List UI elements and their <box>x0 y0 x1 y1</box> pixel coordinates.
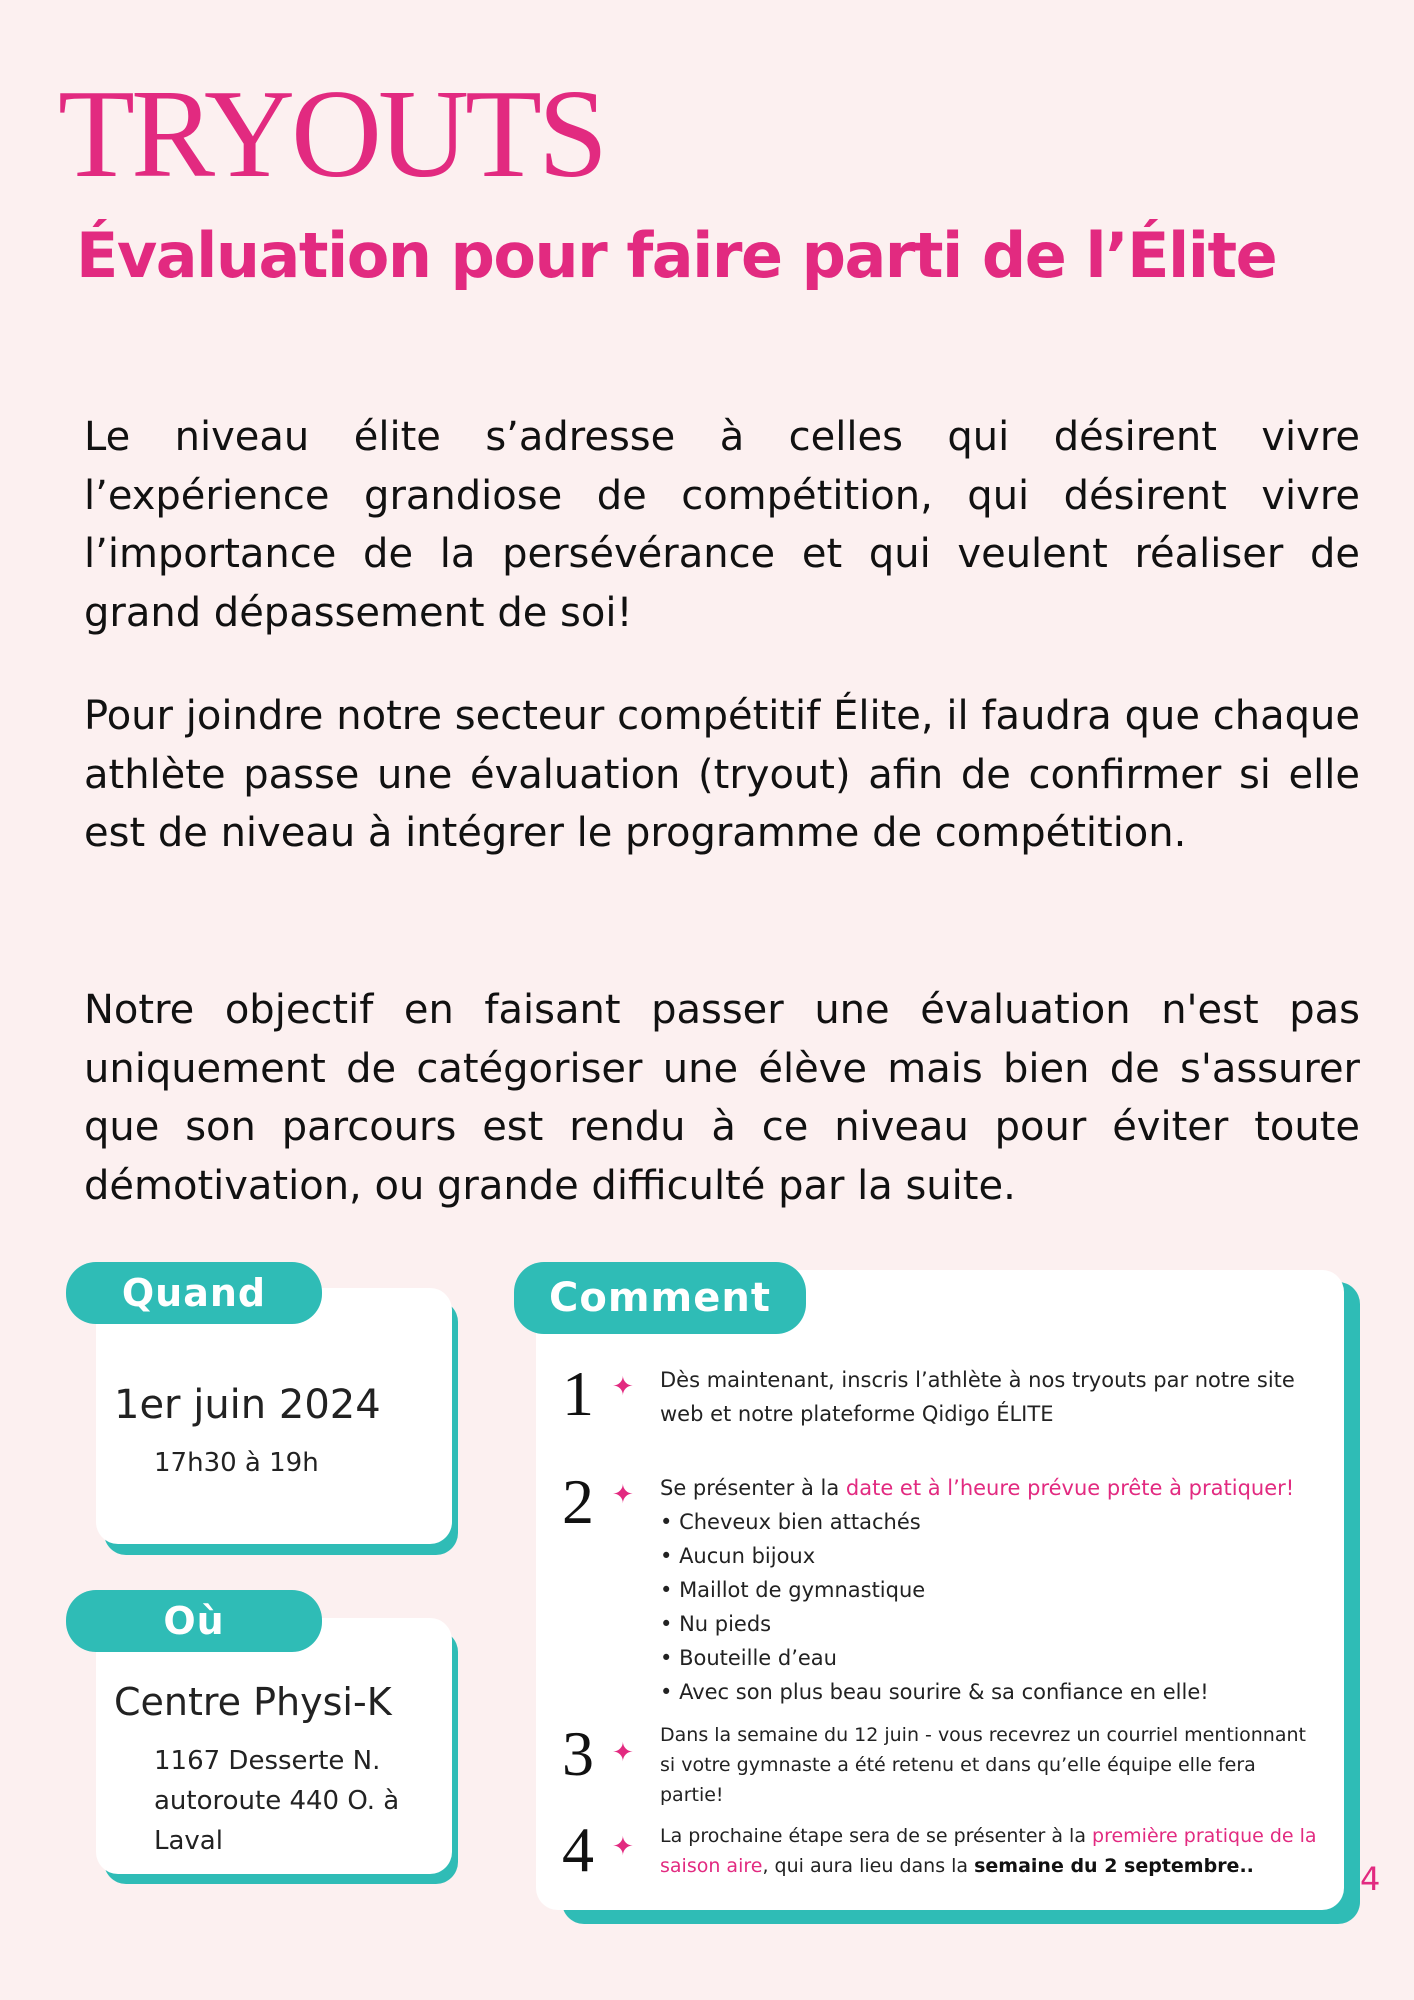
page-number: 4 <box>1360 1860 1381 1898</box>
address-line: Laval <box>154 1826 223 1856</box>
step-4-text <box>660 1821 1320 1881</box>
venue-name: Centre Physi-K <box>114 1680 392 1724</box>
sparkle-icon: ✦ <box>612 1480 634 1510</box>
sparkle-icon: ✦ <box>612 1738 634 1768</box>
list-item: • Maillot de gymnastique <box>660 1573 1320 1607</box>
page-subtitle: Évaluation pour faire parti de l’Élite <box>76 219 1277 292</box>
address-line: autoroute 440 O. à <box>154 1786 400 1816</box>
address-line: 1167 Desserte N. <box>154 1746 381 1776</box>
step-number: 1 <box>562 1358 594 1429</box>
step-number: 4 <box>562 1814 594 1885</box>
step-2-intro: Se présenter à la <box>660 1476 846 1500</box>
step-3-text: Dans la semaine du 12 juin - vous recevrez un courriel mentionnant si votre gymnaste a été retenu et dans qu’elle équipe elle fera partie! <box>660 1724 1306 1806</box>
list-item: • Cheveux bien attachés <box>660 1505 1320 1539</box>
sparkle-icon: ✦ <box>612 1372 634 1402</box>
intro-paragraph: Le niveau élite s’adresse à celles qui désirent vivre l’expérience grandiose de compétition, qui désirent vivre l’importance de la persévérance et qui veulent réaliser de grand dépassement de soi! <box>84 414 1360 636</box>
objective-paragraph: Notre objectif en faisant passer une évaluation n'est pas uniquement de catégoriser une élève mais bien de s'assurer que son parcours est rendu à ce niveau pour éviter toute démotivation, ou grande difficulté par la suite. <box>84 987 1360 1209</box>
step-4-intro: La prochaine étape sera de se présenter à la <box>660 1825 1093 1847</box>
list-item: • Bouteille d’eau <box>660 1641 1320 1675</box>
tryout-paragraph: Pour joindre notre secteur compétitif Élite, il faudra que chaque athlète passe une évaluation (tryout) afin de confirmer si elle est de niveau à intégrer le programme de compétition. <box>84 693 1360 856</box>
step-number: 2 <box>562 1466 594 1537</box>
list-item: • Aucun bijoux <box>660 1539 1320 1573</box>
step-1-text: Dès maintenant, inscris l’athlète à nos tryouts par notre site web et notre plateforme Qidigo ÉLITE <box>660 1368 1295 1426</box>
step-4-highlight: première pratique de la saison aire <box>660 1825 1317 1877</box>
list-item: • Nu pieds <box>660 1607 1320 1641</box>
requirements-list <box>660 1505 1320 1709</box>
sparkle-icon: ✦ <box>612 1832 634 1862</box>
list-item: • Avec son plus beau sourire & sa confiance en elle! <box>660 1675 1320 1709</box>
step-4-middle: , qui aura lieu dans la <box>762 1855 975 1877</box>
step-4-bold: semaine du 2 septembre.. <box>974 1855 1254 1877</box>
ou-label: Où <box>66 1590 322 1652</box>
step-number: 3 <box>562 1718 594 1789</box>
comment-label: Comment <box>514 1262 806 1334</box>
step-2-highlight: date et à l’heure prévue prête à pratiquer! <box>845 1476 1295 1500</box>
quand-label: Quand <box>66 1262 322 1324</box>
page-title: TRYOUTS <box>58 65 605 204</box>
event-date: 1er juin 2024 <box>114 1382 381 1428</box>
step-2-text <box>660 1471 1320 1709</box>
event-time: 17h30 à 19h <box>154 1448 319 1478</box>
